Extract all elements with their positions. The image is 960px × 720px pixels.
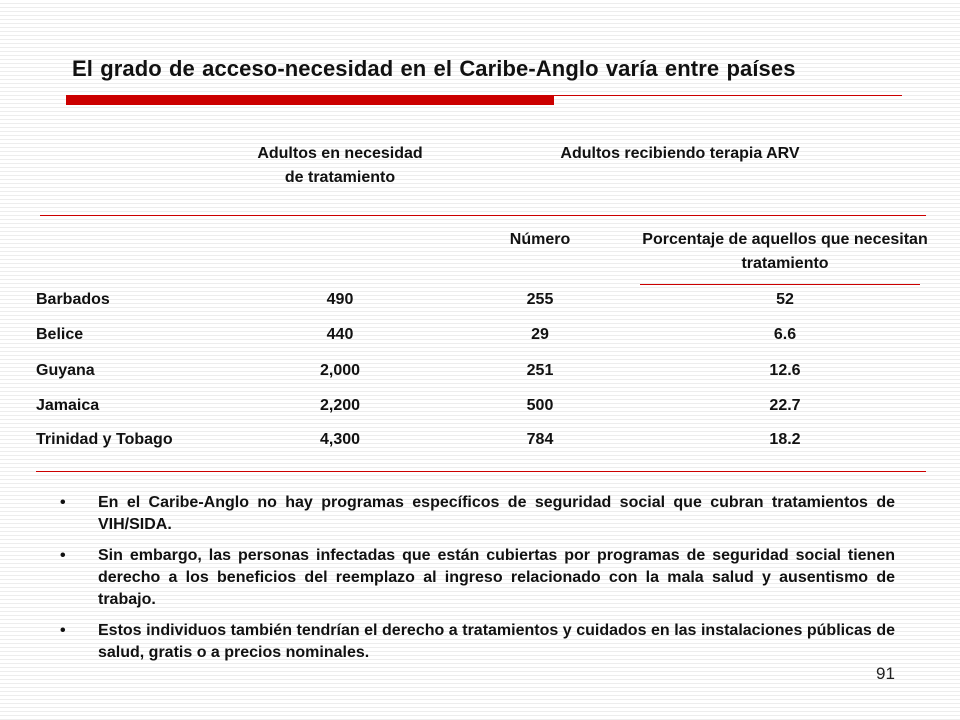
title-accent-bar bbox=[66, 96, 554, 105]
cell-country: Guyana bbox=[36, 362, 95, 379]
page-number: 91 bbox=[876, 664, 895, 683]
header-adults-arv: Adultos recibiendo terapia ARV bbox=[560, 145, 800, 162]
header-adults-need: Adultos en necesidad de tratamiento bbox=[257, 145, 423, 186]
cell-need: 490 bbox=[326, 291, 354, 308]
cell-number: 784 bbox=[526, 431, 554, 448]
subheader-number: Número bbox=[509, 231, 571, 248]
cell-need: 4,300 bbox=[319, 431, 361, 448]
cell-percent: 52 bbox=[776, 291, 794, 308]
cell-number: 29 bbox=[531, 326, 549, 343]
bullet-icon: • bbox=[60, 547, 66, 564]
bullet-item bbox=[60, 492, 895, 536]
cell-percent: 22.7 bbox=[769, 397, 801, 414]
subheader-percent: Porcentaje de aquellos que necesitan tratamiento bbox=[642, 231, 928, 272]
cell-need: 2,000 bbox=[319, 362, 361, 379]
cell-need: 440 bbox=[326, 326, 354, 343]
cell-country: Barbados bbox=[36, 291, 110, 308]
cell-country: Trinidad y Tobago bbox=[36, 431, 173, 448]
subheader-divider bbox=[640, 284, 920, 285]
cell-percent: 12.6 bbox=[769, 362, 801, 379]
cell-percent: 18.2 bbox=[769, 431, 801, 448]
slide-title: El grado de acceso-necesidad en el Caribe-Anglo varía entre países bbox=[72, 56, 796, 81]
bullet-text: En el Caribe-Anglo no hay programas específicos de seguridad social que cubran tratamientos de VIH/SIDA. bbox=[98, 494, 895, 533]
cell-country: Belice bbox=[36, 326, 84, 343]
cell-number: 251 bbox=[526, 362, 554, 379]
bullet-icon: • bbox=[60, 622, 66, 639]
table-bottom-divider bbox=[36, 471, 926, 472]
bullet-text: Estos individuos también tendrían el derecho a tratamientos y cuidados en las instalaciones públicas de salud, gratis o a precios nominales. bbox=[98, 622, 895, 661]
bullet-list bbox=[60, 492, 895, 673]
cell-number: 500 bbox=[526, 397, 554, 414]
cell-number: 255 bbox=[526, 291, 554, 308]
cell-need: 2,200 bbox=[319, 397, 361, 414]
bullet-item bbox=[60, 620, 895, 664]
cell-percent: 6.6 bbox=[773, 326, 797, 343]
bullet-text: Sin embargo, las personas infectadas que están cubiertas por programas de seguridad social tienen derecho a los beneficios del reemplazo al ingreso relacionado con la mala salud y ausentismo de trabajo. bbox=[98, 547, 895, 608]
bullet-item bbox=[60, 545, 895, 611]
table-header-divider bbox=[40, 215, 926, 216]
bullet-icon: • bbox=[60, 494, 66, 511]
cell-country: Jamaica bbox=[36, 397, 100, 414]
